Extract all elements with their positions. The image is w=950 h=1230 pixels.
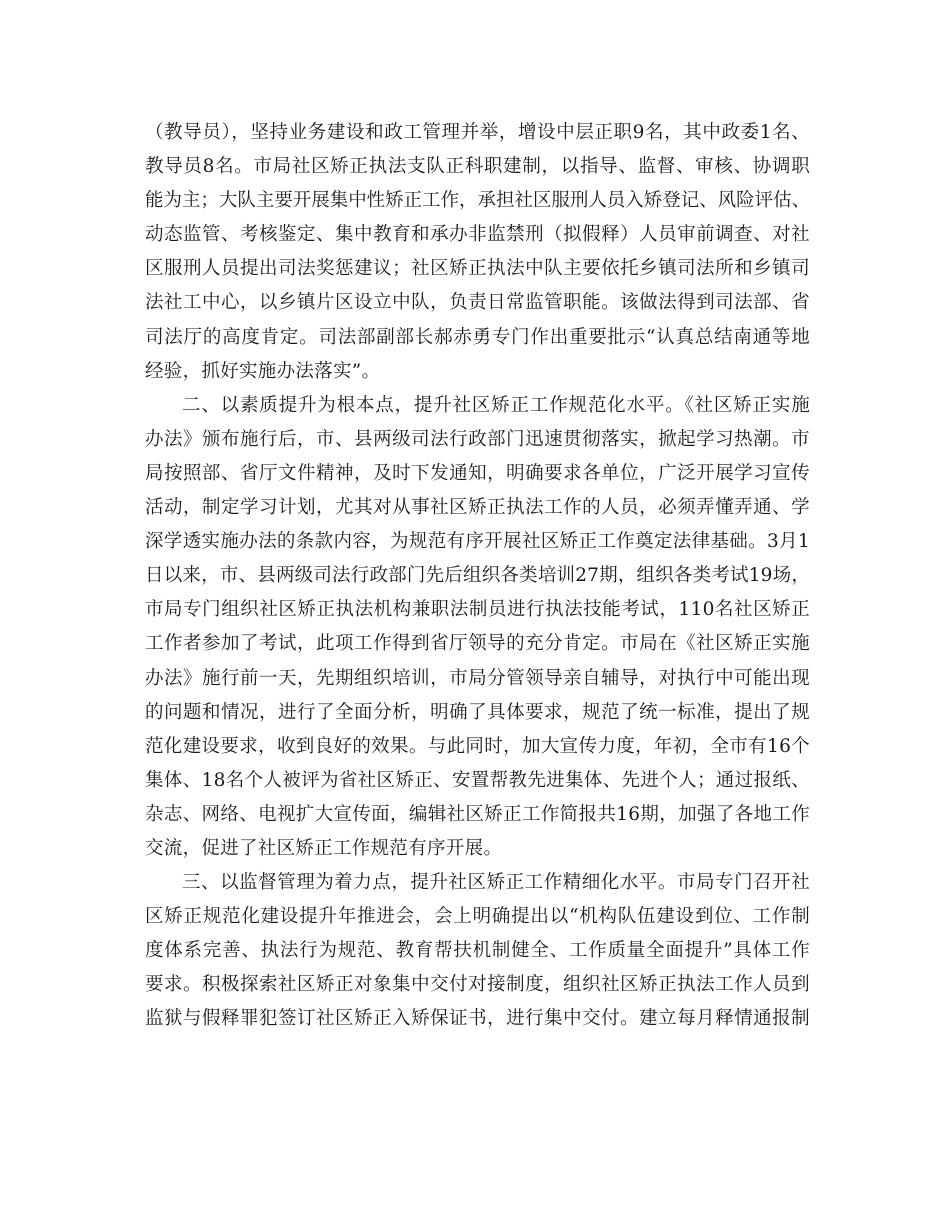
text-line: 动态监管、考核鉴定、集中教育和承办非监禁刑（拟假释）人员审前调查、对社 (145, 224, 810, 246)
text-line: 经验，抓好实施办法落实”。 (145, 360, 381, 382)
paragraph-1 (145, 116, 810, 389)
paragraph-2 (145, 389, 810, 866)
text-line: 杂志、网络、电视扩大宣传面，编辑社区矫正工作简报共16期，加强了各地工作 (145, 803, 810, 825)
text-line: 日以来，市、县两级司法行政部门先后组织各类培训27期，组织各类考试19场， (145, 565, 810, 587)
text-line: 范化建设要求，收到良好的效果。与此同时，加大宣传力度，年初，全市有16个 (145, 735, 810, 757)
text-line: 深学透实施办法的条款内容，为规范有序开展社区矫正工作奠定法律基础。3月1 (145, 531, 810, 553)
text-line: 度体系完善、执法行为规范、教育帮扶机制健全、工作质量全面提升”具体工作 (145, 940, 810, 962)
text-line: 三、以监督管理为着力点，提升社区矫正工作精细化水平。市局专门召开社 (182, 872, 810, 894)
text-line: 区服刑人员提出司法奖惩建议；社区矫正执法中队主要依托乡镇司法所和乡镇司 (145, 258, 810, 280)
text-line: 交流，促进了社区矫正工作规范有序开展。 (145, 837, 503, 859)
text-line: 监狱与假释罪犯签订社区矫正入矫保证书，进行集中交付。建立每月释情通报制 (145, 1008, 810, 1030)
text-line: 能为主；大队主要开展集中性矫正工作，承担社区服刑人员入矫登记、风险评估、 (145, 190, 810, 212)
text-line: 教导员8名。市局社区矫正执法支队正科职建制，以指导、监督、审核、协调职 (145, 156, 810, 178)
text-line: 区矫正规范化建设提升年推进会，会上明确提出以“机构队伍建设到位、工作制 (145, 906, 810, 928)
document-body (145, 116, 810, 1037)
text-line: 的问题和情况，进行了全面分析，明确了具体要求，规范了统一标准，提出了规 (145, 701, 810, 723)
text-line: 工作者参加了考试，此项工作得到省厅领导的充分肯定。市局在《社区矫正实施 (145, 633, 810, 655)
text-line: 办法》施行前一天，先期组织培训，市局分管领导亲自辅导，对执行中可能出现 (145, 667, 810, 689)
text-line: 集体、18名个人被评为省社区矫正、安置帮教先进集体、先进个人；通过报纸、 (145, 769, 810, 791)
text-line: 局按照部、省厅文件精神，及时下发通知，明确要求各单位，广泛开展学习宣传 (145, 462, 810, 484)
text-line: 司法厅的高度肯定。司法部副部长郝赤勇专门作出重要批示“认真总结南通等地 (145, 326, 810, 348)
text-line: 活动，制定学习计划，尤其对从事社区矫正执法工作的人员，必须弄懂弄通、学 (145, 497, 810, 519)
paragraph-3 (145, 866, 810, 1036)
text-line: 法社工中心，以乡镇片区设立中队，负责日常监管职能。该做法得到司法部、省 (145, 292, 810, 314)
text-line: 市局专门组织社区矫正执法机构兼职法制员进行执法技能考试，110名社区矫正 (145, 599, 810, 621)
text-line: 办法》颁布施行后，市、县两级司法行政部门迅速贯彻落实，掀起学习热潮。市 (145, 428, 810, 450)
text-line: 二、以素质提升为根本点，提升社区矫正工作规范化水平。《社区矫正实施 (182, 394, 810, 416)
text-line: （教导员），坚持业务建设和政工管理并举，增设中层正职9名，其中政委1名、 (145, 122, 810, 143)
text-line: 要求。积极探索社区矫正对象集中交付对接制度，组织社区矫正执法工作人员到 (145, 974, 810, 996)
